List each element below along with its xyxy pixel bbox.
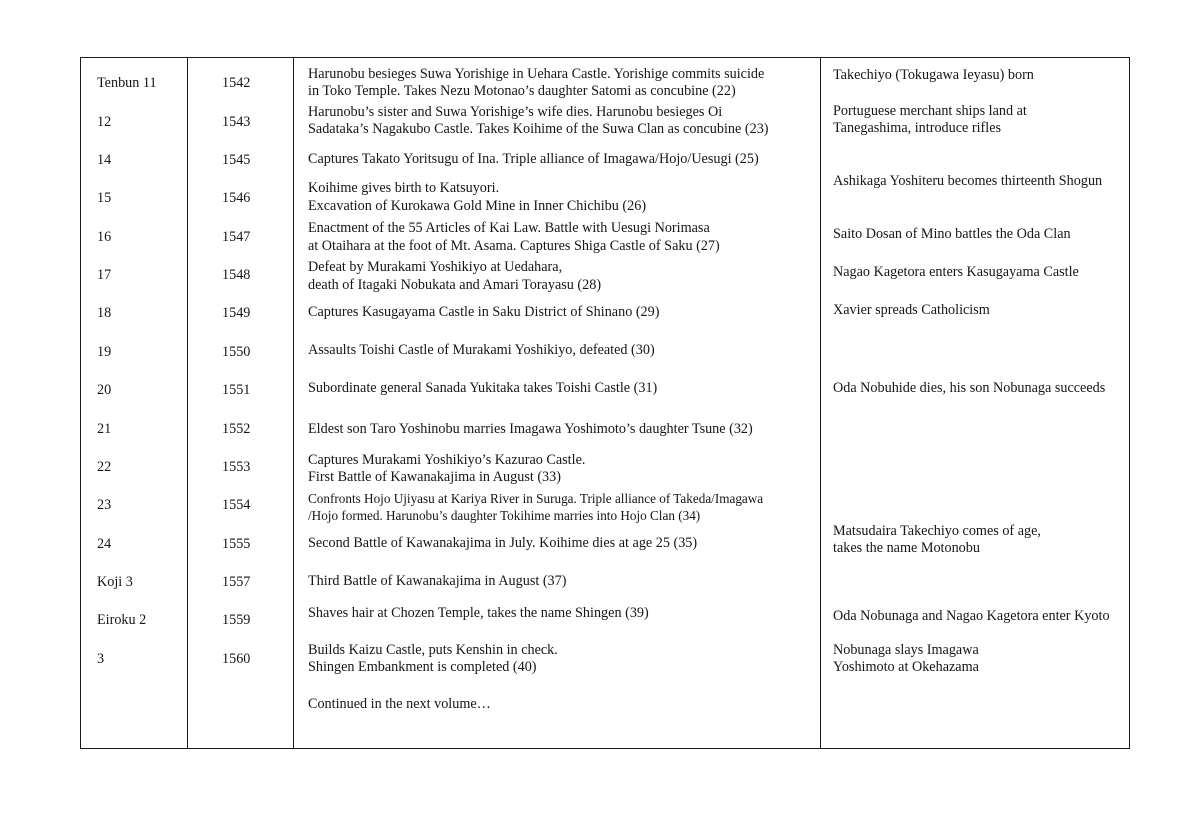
year-cell: 1557 xyxy=(222,574,251,590)
era-cell: 16 xyxy=(97,229,112,245)
event-line: death of Itagaki Nobukata and Amari Torayasu (28) xyxy=(308,277,602,293)
year-cell: 1547 xyxy=(222,229,251,245)
event-line: at Otaihara at the foot of Mt. Asama. Captures Shiga Castle of Saku (27) xyxy=(308,238,720,254)
year-cell: 1555 xyxy=(222,536,251,552)
column-divider xyxy=(293,57,294,749)
event-line: Assaults Toishi Castle of Murakami Yoshikiyo, defeated (30) xyxy=(308,342,655,358)
year-cell: 1551 xyxy=(222,382,251,398)
event-line: Excavation of Kurokawa Gold Mine in Inner Chichibu (26) xyxy=(308,198,647,214)
year-cell: 1545 xyxy=(222,152,251,168)
era-cell: Eiroku 2 xyxy=(97,612,147,628)
year-cell: 1548 xyxy=(222,267,251,283)
era-cell: 18 xyxy=(97,305,112,321)
era-cell: 12 xyxy=(97,114,112,130)
era-cell: 21 xyxy=(97,421,112,437)
world-event-line: takes the name Motonobu xyxy=(833,540,980,556)
year-cell: 1559 xyxy=(222,612,251,628)
year-cell: 1554 xyxy=(222,497,251,513)
year-cell: 1546 xyxy=(222,190,251,206)
event-line: Captures Takato Yoritsugu of Ina. Triple alliance of Imagawa/Hojo/Uesugi (25) xyxy=(308,151,759,167)
event-line: in Toko Temple. Takes Nezu Motonao’s daughter Satomi as concubine (22) xyxy=(308,83,736,99)
event-line: Captures Kasugayama Castle in Saku District of Shinano (29) xyxy=(308,304,660,320)
event-line: Defeat by Murakami Yoshikiyo at Uedahara, xyxy=(308,259,563,275)
era-cell: Koji 3 xyxy=(97,574,133,590)
event-line: Second Battle of Kawanakajima in July. Koihime dies at age 25 (35) xyxy=(308,535,698,551)
event-line: Third Battle of Kawanakajima in August (37) xyxy=(308,573,567,589)
era-cell: Tenbun 11 xyxy=(97,75,157,91)
event-line: Builds Kaizu Castle, puts Kenshin in check. xyxy=(308,642,558,658)
year-cell: 1549 xyxy=(222,305,251,321)
era-cell: 15 xyxy=(97,190,112,206)
event-line: Subordinate general Sanada Yukitaka takes Toishi Castle (31) xyxy=(308,380,658,396)
event-line: Shingen Embankment is completed (40) xyxy=(308,659,537,675)
column-divider xyxy=(187,57,188,749)
era-cell: 14 xyxy=(97,152,112,168)
event-line: Captures Murakami Yoshikiyo’s Kazurao Castle. xyxy=(308,452,586,468)
event-line: Harunobu’s sister and Suwa Yorishige’s wife dies. Harunobu besieges Oi xyxy=(308,104,723,120)
year-cell: 1553 xyxy=(222,459,251,475)
era-cell: 24 xyxy=(97,536,112,552)
event-line: Koihime gives birth to Katsuyori. xyxy=(308,180,500,196)
event-line: Confronts Hojo Ujiyasu at Kariya River in Suruga. Triple alliance of Takeda/Imagawa xyxy=(308,491,764,506)
world-event-line: Nagao Kagetora enters Kasugayama Castle xyxy=(833,264,1079,280)
world-event-line: Xavier spreads Catholicism xyxy=(833,302,990,318)
year-cell: 1560 xyxy=(222,651,251,667)
world-event-line: Takechiyo (Tokugawa Ieyasu) born xyxy=(833,67,1034,83)
world-event-line: Nobunaga slays Imagawa xyxy=(833,642,979,658)
event-line: Shaves hair at Chozen Temple, takes the name Shingen (39) xyxy=(308,605,649,621)
event-line: Enactment of the 55 Articles of Kai Law. Battle with Uesugi Norimasa xyxy=(308,220,710,236)
year-cell: 1543 xyxy=(222,114,251,130)
world-event-line: Saito Dosan of Mino battles the Oda Clan xyxy=(833,226,1071,242)
year-cell: 1542 xyxy=(222,75,251,91)
world-event-line: Oda Nobunaga and Nagao Kagetora enter Kyoto xyxy=(833,608,1110,624)
era-cell: 22 xyxy=(97,459,112,475)
world-event-line: Oda Nobuhide dies, his son Nobunaga succeeds xyxy=(833,380,1106,396)
world-event-line: Matsudaira Takechiyo comes of age, xyxy=(833,523,1041,539)
event-line: First Battle of Kawanakajima in August (33) xyxy=(308,469,561,485)
era-cell: 23 xyxy=(97,497,112,513)
era-cell: 17 xyxy=(97,267,112,283)
event-line: /Hojo formed. Harunobu’s daughter Tokihime marries into Hojo Clan (34) xyxy=(308,508,701,523)
column-divider xyxy=(820,57,821,749)
continued-note: Continued in the next volume… xyxy=(308,696,491,712)
era-cell: 19 xyxy=(97,344,112,360)
year-cell: 1552 xyxy=(222,421,251,437)
era-cell: 3 xyxy=(97,651,105,667)
event-line: Eldest son Taro Yoshinobu marries Imagawa Yoshimoto’s daughter Tsune (32) xyxy=(308,421,753,437)
world-event-line: Ashikaga Yoshiteru becomes thirteenth Shogun xyxy=(833,173,1103,189)
year-cell: 1550 xyxy=(222,344,251,360)
world-event-line: Yoshimoto at Okehazama xyxy=(833,659,979,675)
event-line: Sadataka’s Nagakubo Castle. Takes Koihime of the Suwa Clan as concubine (23) xyxy=(308,121,769,137)
world-event-line: Tanegashima, introduce rifles xyxy=(833,120,1002,136)
world-event-line: Portuguese merchant ships land at xyxy=(833,103,1027,119)
era-cell: 20 xyxy=(97,382,112,398)
event-line: Harunobu besieges Suwa Yorishige in Uehara Castle. Yorishige commits suicide xyxy=(308,66,765,82)
